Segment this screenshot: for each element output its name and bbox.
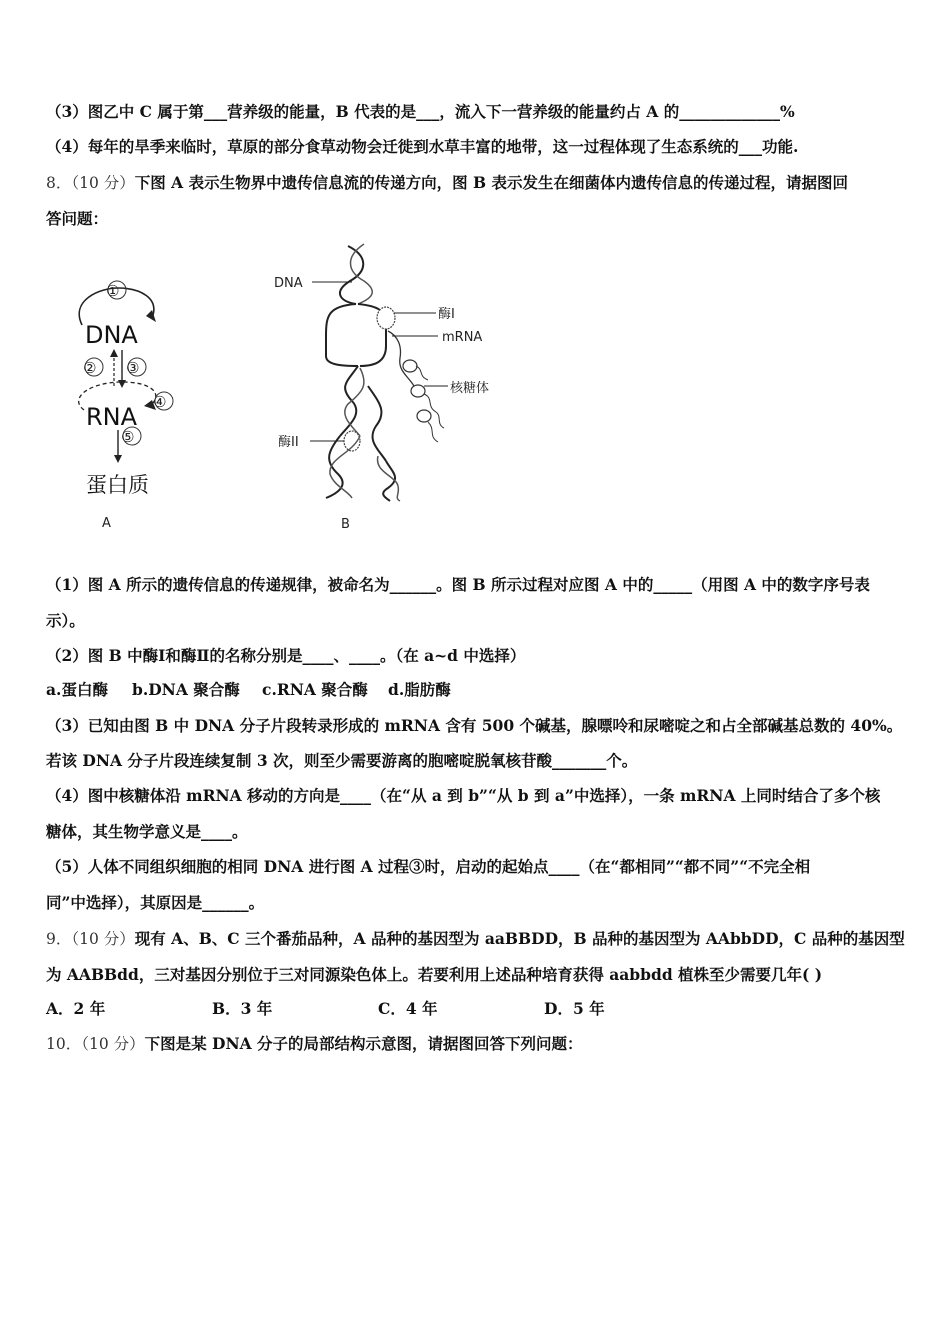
q9-number: 9．（10 分）	[46, 930, 135, 948]
q8-stem-line2: 答问题：	[46, 209, 109, 228]
q8-s1-line2: 示）。	[46, 611, 85, 630]
q8-s4-line1: （4）图中核糖体沿 mRNA 移动的方向是____（在“从 a 到 b”“从 b 到 a”中选择），一条 mRNA 上同时结合了多个核	[46, 786, 881, 805]
q9-options	[46, 998, 906, 1020]
q8-stem-text: 下图 A 表示生物界中遗传信息流的传递方向，图 B 表示发生在细菌体内遗传信息的传递过程，请据图回	[134, 173, 848, 192]
q8-s4-line2: 糖体，其生物学意义是____。	[46, 822, 248, 841]
q8-s2: （2）图 B 中酶Ⅰ和酶Ⅱ的名称分别是____、____。（在 a~d 中选择）	[46, 646, 526, 665]
translation-arrowhead	[114, 455, 122, 463]
rna-label-a: RNA	[86, 403, 138, 431]
q8-s3-line1: （3）已知由图 B 中 DNA 分子片段转录形成的 mRNA 含有 500 个碱基，腺嘌呤和尿嘧啶之和占全部碱基总数的 40%。	[46, 716, 903, 735]
ribosome-1	[403, 360, 417, 372]
enzyme-1-shape	[377, 307, 395, 329]
q9-option-b[interactable]: B．3 年	[212, 999, 273, 1018]
q7-part3: （3）图乙中 C 属于第___营养级的能量，B 代表的是___，流入下一营养级的能量约占 A 的_____________%	[46, 102, 795, 121]
dna-lower-right-1	[368, 386, 386, 461]
q8-stem-line1	[46, 172, 906, 194]
q8-s5-line1: （5）人体不同组织细胞的相同 DNA 进行图 A 过程③时，启动的起始点____（在“都相同”“都不同”“不完全相	[46, 857, 811, 876]
figure-a	[60, 270, 200, 535]
mrna-strand	[388, 331, 414, 386]
ribosome-3	[417, 410, 431, 422]
figure-a-svg	[60, 270, 200, 535]
q8-s2-option-c: c.RNA 聚合酶	[262, 680, 368, 699]
q8-s2-option-a: a.蛋白酶	[46, 680, 108, 699]
label-n2: ②	[83, 359, 97, 377]
figure-a-caption: A	[102, 516, 111, 531]
q8-s3-line2: 若该 DNA 分子片段连续复制 3 次，则至少需要游离的胞嘧啶脱氧核苷酸_______个。	[46, 751, 638, 770]
figure-b-caption: B	[341, 517, 350, 532]
polypeptide-3	[428, 422, 438, 442]
q8-number: 8．（10 分）	[46, 174, 135, 192]
dna-upper-strand-1	[340, 246, 363, 304]
q8-s5-line2: 同”中选择），其原因是______。	[46, 893, 265, 912]
figure-b-svg	[268, 236, 508, 536]
q9-option-a[interactable]: A．2 年	[46, 999, 106, 1018]
enzyme-1-label: 酶I	[438, 307, 455, 322]
ribosome-2	[411, 385, 425, 397]
q8-s2-options	[46, 679, 906, 701]
q9-option-d[interactable]: D．5 年	[544, 999, 605, 1018]
q10-stem	[46, 1033, 906, 1055]
daughter-right-2	[378, 456, 400, 501]
daughter-left-1	[326, 436, 343, 498]
label-n1: ①	[106, 282, 120, 300]
reverse-transcription-arrowhead	[110, 349, 118, 357]
dna-label-b: DNA	[274, 276, 303, 291]
q8-s2-option-d: d.脂肪酶	[388, 680, 451, 699]
dna-upper-strand-2	[351, 244, 373, 304]
ribosome-label: 核糖体	[450, 381, 490, 396]
q9-option-c[interactable]: C．4 年	[378, 999, 438, 1018]
q8-s2-option-b: b.DNA 聚合酶	[132, 680, 240, 699]
q9-stem-line1	[46, 928, 906, 950]
dna-lower-left-1	[340, 366, 358, 436]
dna-bubble-left	[326, 304, 358, 366]
enzyme-2-label: 酶II	[278, 435, 299, 450]
polypeptide-1	[416, 366, 428, 380]
daughter-right-1	[383, 461, 395, 501]
q10-number: 10．（10 分）	[46, 1035, 145, 1053]
q9-stem-text: 现有 A、B、C 三个番茄品种，A 品种的基因型为 aaBBDD，B 品种的基因型为 AAbbDD，C 品种的基因型	[134, 929, 905, 948]
q9-stem-line2: 为 AABBdd，三对基因分别位于三对同源染色体上。若要利用上述品种培育获得 aabbdd 植株至少需要几年( )	[46, 965, 823, 984]
protein-label: 蛋白质	[86, 473, 149, 497]
label-n3: ③	[126, 359, 140, 377]
label-n5: ⑤	[121, 428, 135, 446]
mrna-label: mRNA	[442, 330, 483, 345]
q10-stem-text: 下图是某 DNA 分子的局部结构示意图，请据图回答下列问题：	[144, 1034, 583, 1053]
q8-s1-line1: （1）图 A 所示的遗传信息的传递规律，被命名为______。图 B 所示过程对应图 A 中的_____（用图 A 中的数字序号表	[46, 575, 870, 594]
dna-label-a: DNA	[85, 321, 138, 349]
label-n4: ④	[153, 393, 167, 411]
figure-b	[268, 236, 508, 536]
q7-part4: （4）每年的旱季来临时，草原的部分食草动物会迁徙到水草丰富的地带，这一过程体现了生态系统的___功能.	[46, 137, 799, 156]
transcription-arrowhead	[118, 380, 126, 388]
